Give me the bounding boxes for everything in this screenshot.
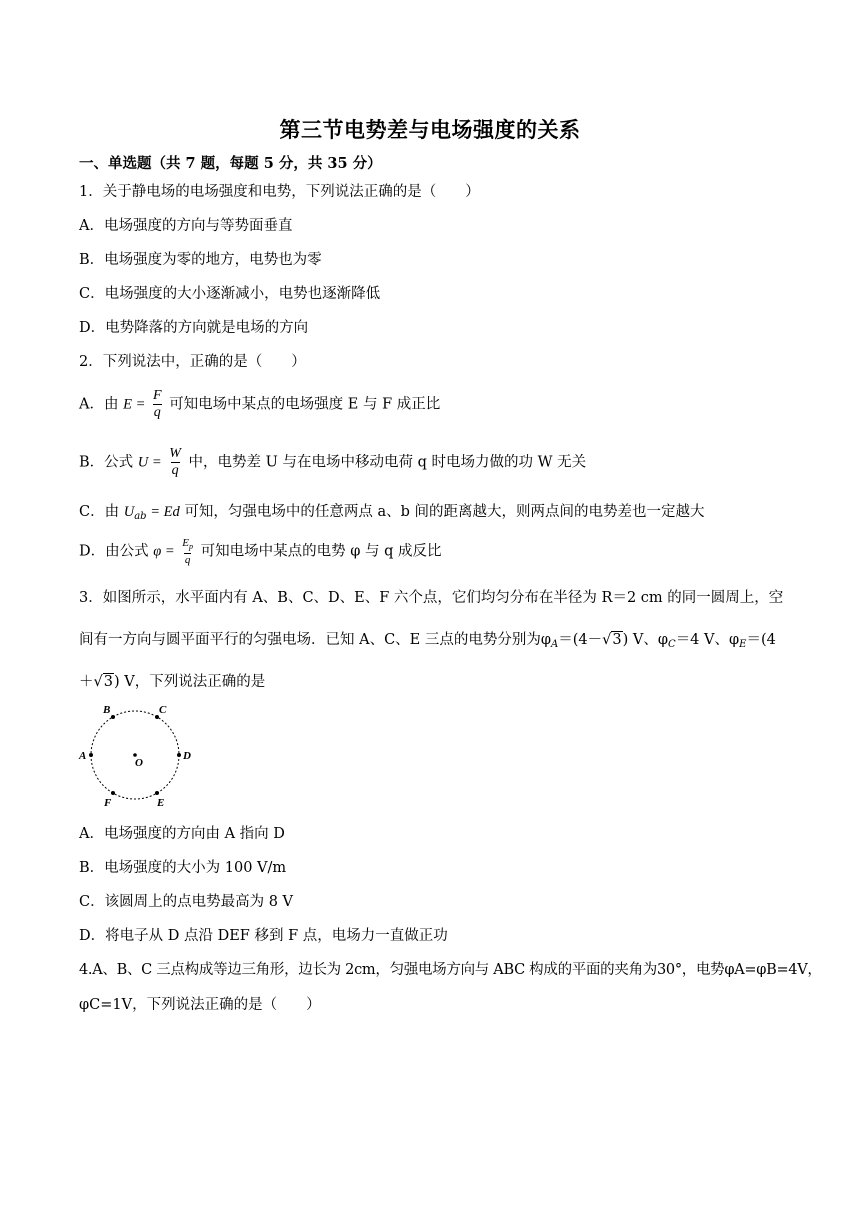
point-b [111, 715, 115, 719]
q3-line2-mid3: ＝4 V、φ [675, 632, 740, 648]
section-heading: 一、单选题（共 7 题，每题 5 分，共 35 分） [79, 155, 382, 172]
q3-line2-mid1: ＝(4－ [558, 632, 603, 648]
q3-option-a: A．电场强度的方向由 A 指向 D [79, 826, 285, 842]
q1-option-d: D．电势降落的方向就是电场的方向 [79, 320, 309, 336]
q3-line3-text: ) V，下列说法正确的是 [113, 674, 266, 690]
q2-b-fraction [168, 446, 182, 479]
point-d [177, 753, 181, 757]
q2-a-text: 可知电场中某点的电场强度 E 与 F 成正比 [169, 396, 441, 413]
point-a [89, 753, 93, 757]
q3-line3-prefix: ＋ [79, 674, 94, 690]
q2-d-prefix: D．由公式 [79, 543, 149, 560]
q3-stem-line3 [79, 670, 265, 691]
q1-stem: 1．关于静电场的电场强度和电势，下列说法正确的是（ ） [79, 184, 480, 200]
q2-a-numerator: F [152, 388, 162, 403]
q2-d-num-sub: p [189, 542, 194, 551]
q3-option-c: C．该圆周上的点电势最高为 8 V [79, 894, 294, 910]
q2-d-fraction [181, 537, 194, 566]
q3-option-d: D．将电子从 D 点沿 DEF 移到 F 点，电场力一直做正功 [79, 928, 448, 944]
label-a: A [79, 750, 87, 762]
label-c: C [159, 704, 167, 716]
q3-sqrt-1-radicand: 3 [612, 632, 622, 648]
q4-stem-line1: 4.A、B、C 三点构成等边三角形，边长为 2cm，匀强电场方向与 ABC 构成的平面的夹角为30°，电势φA=φB=4V， [79, 962, 822, 978]
q3-stem-line1: 3．如图所示，水平面内有 A、B、C、D、E、F 六个点，它们均匀分布在半径为 R＝2 cm 的同一圆周上，空 [79, 590, 784, 606]
q2-c-text: 可知，匀强电场中的任意两点 a、b 间的距离越大，则两点间的电势差也一定越大 [184, 504, 705, 520]
q2-a-prefix: A．由 [79, 396, 119, 413]
q3-line2-end: ＝(4 [746, 632, 776, 648]
q2-stem: 2．下列说法中，正确的是（ ） [79, 354, 306, 370]
q3-sqrt-2: √3 [93, 674, 113, 690]
point-f [111, 791, 115, 795]
label-b: B [103, 704, 111, 716]
q3-sub-a: A [551, 639, 559, 650]
q2-c-formula-main: U [123, 504, 135, 520]
label-o: O [135, 757, 143, 769]
q2-a-fraction [152, 388, 163, 421]
q2-c-prefix: C．由 [79, 504, 120, 520]
q2-b-text: 中，电势差 U 与在电场中移动电荷 q 时电场力做的功 W 无关 [188, 454, 587, 471]
q2-option-c [79, 500, 705, 522]
q4-stem-line2: φC=1V，下列说法正确的是（ ） [79, 997, 321, 1013]
q3-option-b: B．电场强度的大小为 100 V/m [79, 860, 287, 876]
q2-d-formula-lhs: φ = [153, 543, 175, 560]
q3-stem-line2 [79, 628, 776, 650]
q2-d-num-main: E [182, 537, 190, 549]
q3-sub-e: E [739, 639, 747, 650]
q3-line2-mid2: ) V、φ [622, 632, 669, 648]
q2-c-formula-sub: ab [134, 511, 147, 522]
q2-d-text: 可知电场中某点的电势 φ 与 q 成反比 [200, 543, 442, 560]
q2-d-denominator: q [184, 554, 191, 566]
q2-a-formula-lhs: E = [123, 396, 146, 413]
q2-b-formula-lhs: U = [137, 454, 162, 471]
q3-line2-prefix: 间有一方向与圆平面平行的匀强电场．已知 A、C、E 三点的电势分别为φ [79, 632, 552, 648]
q2-c-formula-rhs: = Ed [146, 504, 180, 520]
q2-a-denominator: q [153, 405, 161, 420]
point-e [155, 791, 159, 795]
q1-option-a: A．电场强度的方向与等势面垂直 [79, 218, 293, 234]
q2-b-prefix: B．公式 [79, 454, 134, 471]
q1-option-c: C．电场强度的大小逐渐减小，电势也逐渐降低 [79, 286, 381, 302]
q2-b-numerator: W [169, 446, 181, 461]
q3-sqrt-1: √3 [602, 632, 622, 648]
label-f: F [104, 797, 112, 809]
q2-d-numerator [181, 537, 194, 553]
q3-sub-c: C [668, 639, 676, 650]
label-d: D [183, 750, 191, 762]
q2-option-a [79, 388, 440, 421]
q2-option-b [79, 446, 586, 479]
page-title: 第三节电势差与电场强度的关系 [279, 117, 581, 142]
circle-diagram [76, 700, 196, 812]
label-e: E [157, 797, 165, 809]
q3-sqrt-2-radicand: 3 [103, 674, 113, 690]
q1-option-b: B．电场强度为零的地方，电势也为零 [79, 252, 322, 268]
q2-option-d [79, 537, 442, 566]
q2-b-denominator: q [171, 463, 179, 478]
